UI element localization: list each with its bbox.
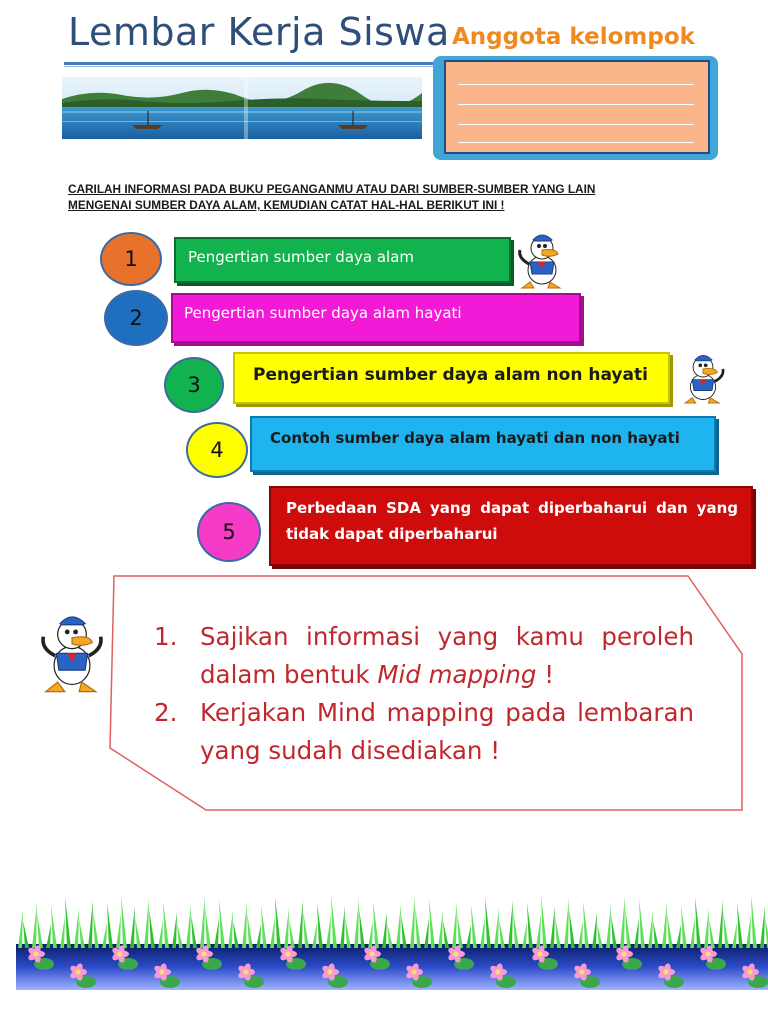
grass-blade — [410, 896, 415, 948]
member-line — [458, 142, 694, 143]
number-circle-1 — [100, 232, 162, 286]
grass-blade — [79, 919, 85, 948]
grass-blade — [331, 895, 337, 948]
grass-blade — [648, 910, 653, 948]
grass-blade — [704, 908, 709, 948]
task-number-1: 1. — [154, 622, 178, 651]
title-underline-thin — [64, 66, 434, 67]
grass-blade — [681, 905, 687, 948]
grass-blade — [200, 896, 205, 948]
grass-blade — [415, 907, 421, 948]
grass-blade — [172, 912, 177, 948]
grass-blade — [247, 913, 253, 948]
grass-blade — [424, 918, 429, 948]
grass-blade — [32, 902, 37, 948]
grass-blade — [485, 897, 491, 948]
grass-blade — [228, 910, 233, 948]
grass-blade — [121, 895, 127, 948]
grass-blade — [737, 903, 743, 948]
item-text-3: Pengertian sumber daya alam non hayati — [253, 365, 648, 385]
grass-blade — [443, 921, 449, 948]
grass-blade — [107, 903, 113, 948]
grass-blade — [23, 921, 29, 948]
grass-flower-border — [16, 884, 768, 992]
grass-blade — [354, 898, 359, 948]
grass-blade — [214, 918, 219, 948]
grass-blade — [583, 901, 589, 948]
grass-blade — [639, 899, 645, 948]
item-bar-1 — [174, 237, 511, 283]
grass-blade — [74, 908, 79, 948]
grass-blade — [163, 901, 169, 948]
instruction-text — [68, 181, 678, 213]
grass-blade — [88, 900, 93, 948]
grass-blade — [452, 902, 457, 948]
grass-blade — [480, 916, 485, 948]
grass-blade — [135, 917, 141, 948]
grass-blade — [555, 917, 561, 948]
grass-blade — [270, 916, 275, 948]
task-item-2 — [154, 694, 694, 770]
donald-duck-icon — [512, 228, 572, 290]
number-3: 3 — [187, 373, 201, 397]
grass-blade — [653, 921, 659, 948]
grass-blade — [625, 907, 631, 948]
grass-blade — [438, 910, 443, 948]
item-bar-3 — [233, 352, 670, 404]
item-bar-4 — [250, 416, 716, 472]
grass-blade — [93, 911, 99, 948]
donald-duck-icon — [36, 608, 108, 694]
grass-blade — [345, 917, 351, 948]
item-text-5-line-1: Perbedaan SDA yang dapat diperbaharui dan yang — [286, 499, 738, 517]
number-circle-4 — [186, 422, 248, 478]
item-bar-5 — [269, 486, 753, 566]
grass-blade — [205, 907, 211, 948]
grass-blade — [261, 905, 267, 948]
grass-blade — [51, 905, 57, 948]
member-line — [458, 104, 694, 105]
grass-blade — [550, 906, 555, 948]
task-1-text-italic: Mid mapping — [377, 660, 537, 689]
grass-blade — [527, 903, 533, 948]
grass-blade — [326, 914, 331, 948]
instruction-line-1: CARILAH INFORMASI PADA BUKU PEGANGANMU ATAU DARI SUMBER-SUMBER YANG LAIN — [68, 182, 596, 196]
number-5: 5 — [222, 520, 236, 544]
grass-blade — [471, 905, 477, 948]
grass-blade — [429, 899, 435, 948]
task-1-line-2 — [200, 656, 694, 694]
grass-blade — [317, 903, 323, 948]
grass-blade — [606, 904, 611, 948]
grass-blade — [116, 914, 121, 948]
item-text-5-line-2: tidak dapat diperbaharui — [286, 525, 498, 543]
grass-blade — [191, 915, 197, 948]
members-box — [444, 60, 710, 154]
grass-blade — [578, 920, 583, 948]
grass-blade — [396, 904, 401, 948]
grass-blade — [513, 911, 519, 948]
grass-blade — [499, 919, 505, 948]
lake-landscape-image — [62, 77, 422, 139]
grass-blade — [219, 899, 225, 948]
grass-blade — [359, 909, 365, 948]
task-1-text-post: ! — [536, 660, 555, 689]
grass-blade — [751, 895, 757, 948]
grass-blade — [18, 910, 23, 948]
grass-blade — [60, 916, 65, 948]
grass-blade — [37, 913, 43, 948]
grass-blade — [611, 915, 617, 948]
grass-blade — [709, 919, 715, 948]
grass-blade — [667, 913, 673, 948]
grass-blade — [662, 902, 667, 948]
grass-blade — [144, 898, 149, 948]
grass-blade — [690, 916, 695, 948]
grass-blade — [620, 896, 625, 948]
grass-blade — [508, 900, 513, 948]
grass-blade — [130, 906, 135, 948]
grass-blade — [298, 900, 303, 948]
grass-blade — [186, 904, 191, 948]
grass-blade — [536, 914, 541, 948]
task-list — [154, 618, 694, 770]
grass-blade — [289, 919, 295, 948]
grass-blade — [340, 906, 345, 948]
task-2-line-2: yang sudah disediakan ! — [200, 736, 501, 765]
task-item-1 — [154, 618, 694, 694]
grass-blade — [284, 908, 289, 948]
number-circle-3 — [164, 357, 224, 413]
grass-blade — [569, 909, 575, 948]
grass-blade — [401, 915, 407, 948]
number-circle-5 — [197, 502, 261, 562]
member-line — [458, 84, 694, 85]
grass-blade — [275, 897, 281, 948]
grass-blade — [746, 914, 751, 948]
grass-blade — [760, 906, 765, 948]
number-4: 4 — [210, 438, 224, 462]
grass-blade — [242, 902, 247, 948]
donald-duck-icon — [676, 346, 730, 408]
grass-blade — [65, 897, 71, 948]
grass-blade — [695, 897, 701, 948]
number-1: 1 — [124, 247, 138, 271]
grass-blade — [494, 908, 499, 948]
item-text-1: Pengertian sumber daya alam — [188, 248, 415, 266]
number-2: 2 — [129, 306, 143, 330]
grass-blade — [541, 895, 547, 948]
task-number-2: 2. — [154, 698, 178, 727]
grass-blade — [634, 918, 639, 948]
grass-blade — [158, 920, 163, 948]
item-bar-2 — [171, 293, 581, 343]
grass-blade — [233, 921, 239, 948]
task-2-line-1: Kerjakan Mind mapping pada lembaran — [200, 698, 694, 727]
task-1-text-pre: dalam bentuk — [200, 660, 378, 689]
item-text-2: Pengertian sumber daya alam hayati — [184, 304, 462, 322]
page-title: Lembar Kerja Siswa — [68, 10, 450, 54]
grass-blade — [373, 901, 379, 948]
task-1-line-1: Sajikan informasi yang kamu peroleh — [200, 622, 694, 651]
number-circle-2 — [104, 290, 168, 346]
instruction-line-2: MENGENAI SUMBER DAYA ALAM, KEMUDIAN CATAT HAL-HAL BERIKUT INI ! — [68, 198, 505, 212]
item-text-4: Contoh sumber daya alam hayati dan non hayati — [270, 429, 680, 447]
grass-blade — [718, 900, 723, 948]
grass-blade — [303, 911, 309, 948]
grass-blade — [149, 909, 155, 948]
group-members-label: Anggota kelompok — [452, 24, 695, 50]
grass-blade — [368, 920, 373, 948]
grass-blade — [564, 898, 569, 948]
title-underline — [64, 62, 434, 65]
task-box — [106, 574, 746, 814]
grass-blade — [592, 912, 597, 948]
grass-blade — [457, 913, 463, 948]
grass-blade — [723, 911, 729, 948]
member-line — [458, 124, 694, 125]
grass-blade — [382, 912, 387, 948]
